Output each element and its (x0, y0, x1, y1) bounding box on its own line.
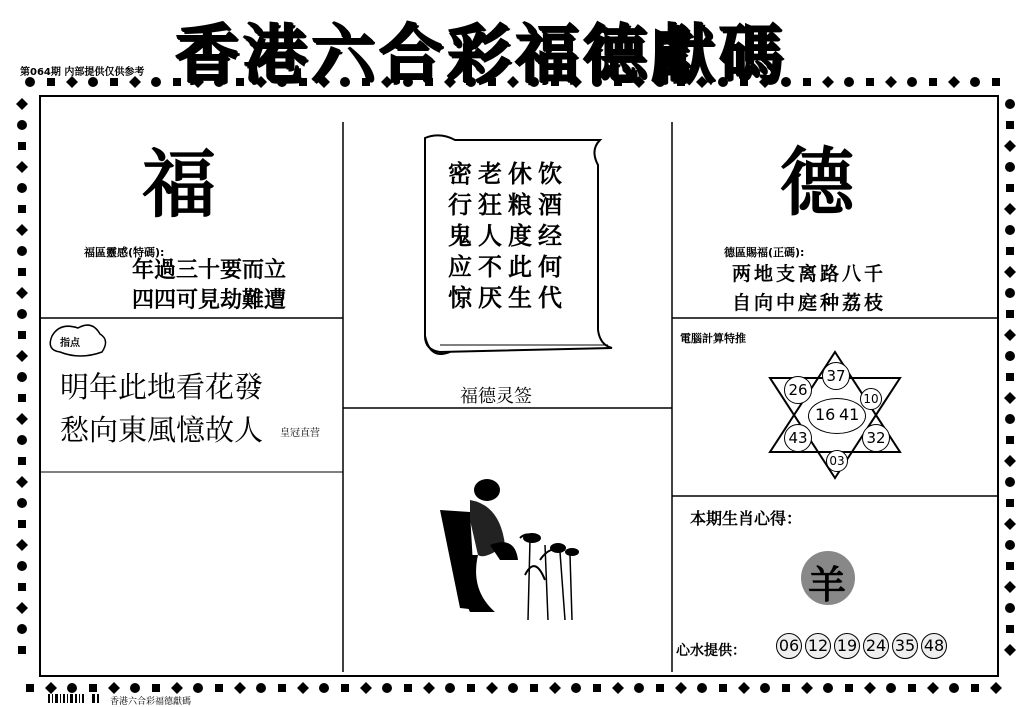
scroll-poem (448, 158, 568, 313)
border-shape (1006, 310, 1014, 318)
border-shape (16, 98, 28, 110)
border-shape (151, 77, 161, 87)
star-number-lower-left: 43 (784, 424, 812, 452)
pointer-tag: 指点 (60, 338, 80, 349)
border-shape (26, 684, 34, 692)
border-shape (1004, 329, 1016, 341)
border-shape (1006, 121, 1014, 129)
number-ball: 24 (863, 633, 889, 659)
border-shape (193, 683, 203, 693)
figure-illustration (440, 479, 579, 620)
border-shape (1005, 162, 1015, 172)
border-shape (319, 683, 329, 693)
border-shape (1004, 203, 1016, 215)
border-shape (782, 684, 790, 692)
border-shape (1005, 351, 1015, 361)
star-number-bottom: 03 (826, 450, 848, 472)
border-shape (297, 682, 309, 694)
border-shape (634, 683, 644, 693)
border-shape (886, 683, 896, 693)
border-shape (18, 457, 26, 465)
de-label: 德區賜福(正碼): (724, 246, 805, 259)
de-poem-line: 自向中庭种荔枝 (732, 292, 887, 314)
border-shape (1005, 414, 1015, 424)
scroll-line: 鬼人度经 (448, 221, 568, 250)
border-shape (1006, 562, 1014, 570)
border-shape (1004, 266, 1016, 278)
border-shape (1004, 455, 1016, 467)
scroll-line: 行狂粮酒 (448, 190, 568, 219)
star-number-upper-left: 26 (784, 376, 812, 404)
border-shape (1006, 499, 1014, 507)
verse-line: 愁向東風憶故人 (60, 413, 264, 447)
border-shape (992, 78, 1000, 86)
border-shape (593, 684, 601, 692)
border-shape (17, 624, 27, 634)
border-shape (16, 413, 28, 425)
border-shape (1005, 288, 1015, 298)
border-shape (1006, 184, 1014, 192)
border-shape (278, 684, 286, 692)
border-shape (1005, 225, 1015, 235)
border-shape (16, 161, 28, 173)
border-shape (908, 684, 916, 692)
border-shape (234, 682, 246, 694)
number-ball: 35 (892, 633, 918, 659)
star-number-lower-right: 32 (862, 424, 890, 452)
calc-label: 電腦計算特推 (680, 332, 746, 345)
star-number-top: 37 (822, 362, 850, 390)
border-shape (171, 682, 183, 694)
border-shape (697, 683, 707, 693)
border-shape (971, 684, 979, 692)
border-shape (1006, 373, 1014, 381)
fu-character: 福 (142, 142, 216, 228)
border-shape (445, 683, 455, 693)
border-shape (970, 77, 980, 87)
border-shape (801, 682, 813, 694)
border-shape (508, 683, 518, 693)
border-shape (18, 142, 26, 150)
border-shape (719, 684, 727, 692)
border-shape (47, 78, 55, 86)
fu-poem (132, 256, 286, 316)
border-shape (16, 476, 28, 488)
border-shape (17, 561, 27, 571)
border-shape (486, 682, 498, 694)
watermark-text: 皇冠直营 (280, 428, 320, 439)
border-shape (17, 120, 27, 130)
number-ball: 48 (921, 633, 947, 659)
star-center-oval (808, 398, 866, 434)
border-shape (948, 76, 960, 88)
border-shape (16, 287, 28, 299)
scroll-line: 密老休饮 (448, 159, 568, 188)
zodiac-label: 本期生肖心得： (690, 509, 803, 528)
border-shape (341, 684, 349, 692)
border-shape (17, 435, 27, 445)
border-shape (949, 683, 959, 693)
border-shape (1005, 540, 1015, 550)
border-shape (67, 683, 77, 693)
fu-label: 福區靈感(特碼): (84, 246, 165, 259)
pointer-verse (60, 366, 263, 452)
de-poem-line: 两地支离路八千 (732, 263, 887, 285)
provider-numbers (776, 633, 950, 659)
fu-poem-line: 四四可見劫難遭 (132, 288, 287, 313)
border-shape (1004, 644, 1016, 656)
border-shape (89, 684, 97, 692)
border-shape (1004, 392, 1016, 404)
border-shape (152, 684, 160, 692)
border-shape (108, 682, 120, 694)
border-shape (110, 78, 118, 86)
border-shape (929, 78, 937, 86)
number-ball: 06 (776, 633, 802, 659)
border-shape (1006, 625, 1014, 633)
border-shape (382, 683, 392, 693)
border-shape (467, 684, 475, 692)
border-shape (18, 205, 26, 213)
border-shape (823, 683, 833, 693)
border-shape (18, 268, 26, 276)
provider-label: 心水提供： (676, 643, 746, 659)
border-shape (549, 682, 561, 694)
zodiac-character: 羊 (808, 562, 847, 607)
border-shape (571, 683, 581, 693)
border-shape (45, 682, 57, 694)
verse-line: 明年此地看花發 (60, 370, 264, 404)
border-shape (17, 498, 27, 508)
border-shape (612, 682, 624, 694)
border-shape (423, 682, 435, 694)
border-shape (1005, 603, 1015, 613)
border-shape (17, 246, 27, 256)
de-character: 德 (780, 140, 854, 226)
border-shape (404, 684, 412, 692)
border-shape (215, 684, 223, 692)
border-shape (17, 309, 27, 319)
barcode-icon (48, 694, 99, 703)
border-shape (360, 682, 372, 694)
border-shape (17, 183, 27, 193)
border-shape (1004, 140, 1016, 152)
border-shape (656, 684, 664, 692)
border-shape (1004, 581, 1016, 593)
border-shape (738, 682, 750, 694)
border-shape (990, 682, 1002, 694)
issue-line: 第064期 内部提供仅供参考 (20, 67, 145, 78)
border-shape (18, 520, 26, 528)
border-shape (1004, 518, 1016, 530)
border-shape (760, 683, 770, 693)
border-shape (864, 682, 876, 694)
border-shape (17, 372, 27, 382)
star-number-center-left: 16 (815, 405, 836, 424)
border-shape (1005, 99, 1015, 109)
star-number-upper-right: 10 (860, 388, 882, 410)
scroll-line: 惊厌生代 (448, 283, 568, 312)
scroll-caption: 福德灵签 (460, 386, 532, 407)
de-poem (732, 260, 886, 318)
fu-poem-line: 年過三十要而立 (132, 258, 287, 283)
border-shape (16, 224, 28, 236)
border-shape (885, 76, 897, 88)
border-shape (16, 539, 28, 551)
border-shape (16, 350, 28, 362)
border-shape (16, 602, 28, 614)
footer-note: 香港六合彩福德獻碼 (110, 697, 192, 707)
border-shape (18, 394, 26, 402)
border-shape (675, 682, 687, 694)
border-shape (1006, 436, 1014, 444)
border-shape (88, 77, 98, 87)
border-shape (530, 684, 538, 692)
border-shape (1005, 477, 1015, 487)
border-shape (18, 583, 26, 591)
border-shape (927, 682, 939, 694)
star-number-center-right: 41 (839, 405, 860, 424)
border-shape (25, 77, 35, 87)
number-ball: 19 (834, 633, 860, 659)
border-shape (18, 646, 26, 654)
border-shape (1006, 247, 1014, 255)
border-shape (18, 331, 26, 339)
scroll-line: 应不此何 (448, 252, 568, 281)
number-ball: 12 (805, 633, 831, 659)
border-shape (256, 683, 266, 693)
border-shape (907, 77, 917, 87)
border-shape (130, 683, 140, 693)
border-shape (845, 684, 853, 692)
page-title: 香港六合彩福德獻碼 (175, 18, 787, 93)
